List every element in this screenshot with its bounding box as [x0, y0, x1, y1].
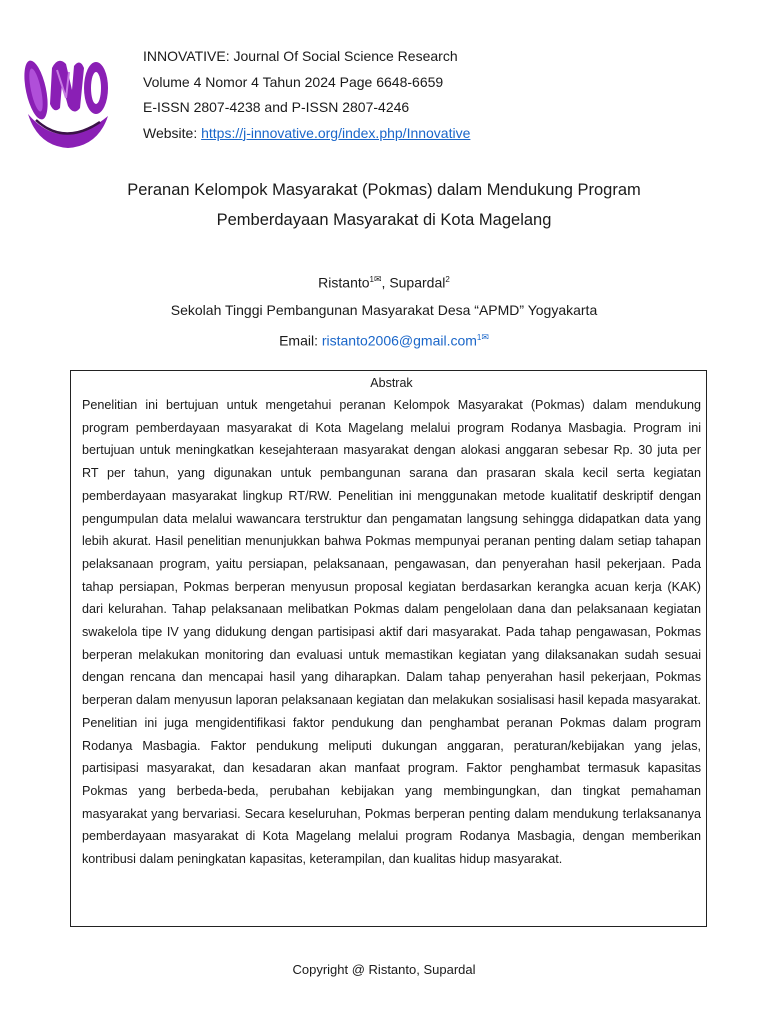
website-label: Website: [143, 124, 202, 141]
author-name: Supardal [389, 274, 446, 291]
author-list [0, 266, 768, 297]
journal-name: INNOVATIVE: Journal Of Social Science Research [143, 48, 458, 64]
journal-volume: Volume 4 Nomor 4 Tahun 2024 Page 6648-6659 [143, 73, 444, 90]
journal-issn: E-ISSN 2807-4238 and P-ISSN 2807-4246 [143, 99, 410, 115]
journal-header [143, 44, 470, 146]
email-marker: 1✉ [476, 331, 489, 342]
author-affiliation-marker: 1✉ [369, 274, 382, 284]
paper-title-line-2: Pemberdayaan Masyarakat di Kota Magelang [216, 211, 552, 229]
author-name: Ristanto [318, 274, 370, 291]
abstract-box [70, 370, 707, 927]
author-separator: , [381, 274, 390, 291]
abstract-heading: Abstrak [370, 376, 413, 390]
affiliation: Sekolah Tinggi Pembangunan Masyarakat Desa “APMD” Yogyakarta [170, 301, 598, 318]
mail-icon: ✉ [373, 274, 382, 284]
paper-title-line-1: Peranan Kelompok Masyarakat (Pokmas) dalam Mendukung Program [127, 181, 641, 199]
email-row [0, 324, 768, 355]
email-link[interactable]: ristanto2006@gmail.com [321, 332, 477, 349]
copyright-footer: Copyright @ Ristanto, Supardal [292, 962, 476, 977]
email-label: Email: [279, 332, 322, 349]
author-block [0, 266, 768, 354]
mail-icon: ✉ [481, 331, 489, 342]
journal-website-row [143, 121, 470, 147]
website-link[interactable]: https://j-innovative.org/index.php/Innovative [201, 124, 471, 141]
innovative-logo-icon [22, 50, 112, 150]
paper-title [0, 175, 768, 235]
journal-logo [22, 50, 112, 150]
author-affiliation-marker: 2 [445, 275, 450, 284]
abstract-text: Penelitian ini bertujuan untuk mengetahui peranan Kelompok Masyarakat (Pokmas) dalam mendukung program pemberdayaan masyarakat di Kota Magelang melalui program Rodanya Masbagia. Program ini bertujuan untuk meningkatkan kesejahteraan masyarakat dengan alokasi anggaran sebesar Rp. 30 juta per RT per tahun, yang digunakan untuk pembangunan sarana dan prasaran skala kecil serta kegiatan pemberdayaan masyarakat lingkup RT/RW. Penelitian ini menggunakan metode kualitatif deskriptif dengan pengumpulan data melalui wawancara terstruktur dan pengamatan langsung sehingga didapatkan data yang lebih akurat. Hasil penelitian menunjukkan bahwa Pokmas mempunyai peranan penting dalam setiap tahapan pelaksanaan program, yaitu persiapan, pelaksanaan, pengawasan, dan penyerahan hasil pekerjaan. Pada tahap persiapan, Pokmas berperan menyusun proposal kegiatan berdasarkan kerangka acuan kerja (KAK) dari kelurahan. Tahap pelaksanaan melibatkan Pokmas dalam pengelolaan dana dan pelaksanaan kegiatan swakelola tipe IV yang didukung dengan partisipasi aktif dari masyarakat. Pada tahap pengawasan, Pokmas berperan melakukan monitoring dan evaluasi untuk memastikan kegiatan yang dilaksanakan sudah sesuai dengan rencana dan mencapai hasil yang diharapkan. Dalam tahap penyerahan hasil pekerjaan, Pokmas berperan dalam menyusun laporan pelaksanaan kegiatan dan melakukan sosialisasi hasil kepada masyarakat. Penelitian ini juga mengidentifikasi faktor pendukung dan penghambat peranan Pokmas dalam program Rodanya Masbagia. Faktor pendukung meliputi dukungan anggaran, peraturan/kebijakan yang jelas, partisipasi masyarakat, dan kesadaran akan manfaat program. Faktor penghambat termasuk kapasitas Pokmas yang berbeda-beda, perubahan kebijakan yang membingungkan, dan tingkat pemahaman masyarakat yang bervariasi. Secara keseluruhan, Pokmas berperan penting dalam mendukung terlaksananya pemberdayaan masyarakat di Kota Magelang melalui program Rodanya Masbagia, dengan memberikan kontribusi dalam peningkatan kapasitas, keterampilan, dan kualitas hidup masyarakat. [82, 398, 701, 867]
